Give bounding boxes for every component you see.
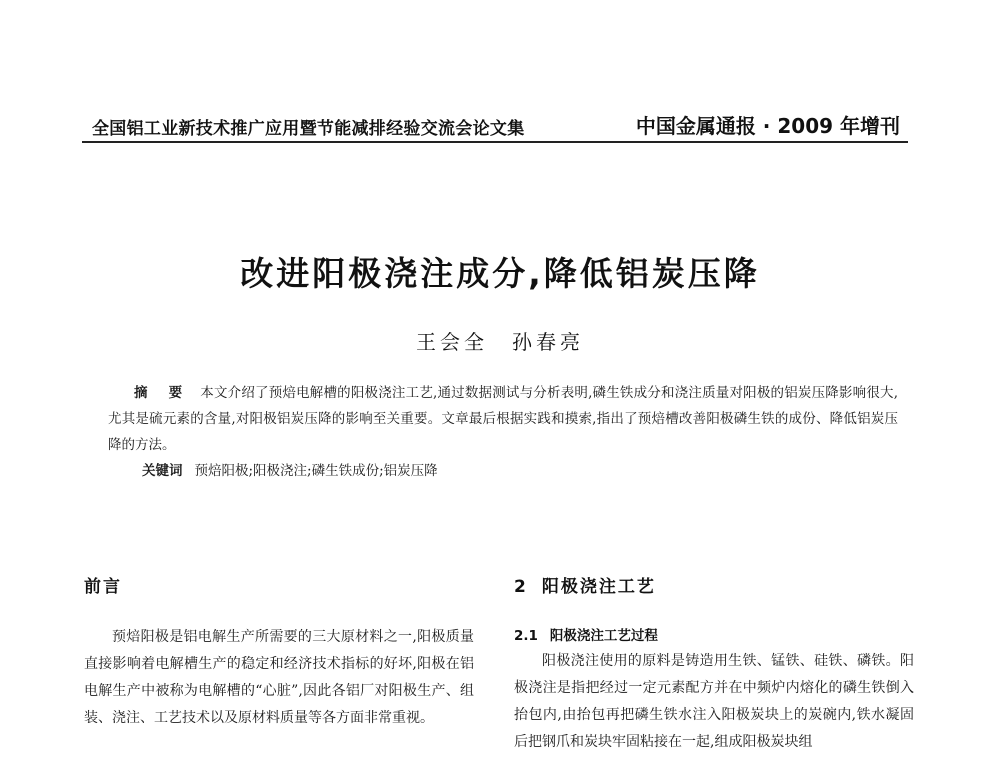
preface-paragraph: 预焙阳极是铝电解生产所需要的三大原材料之一,阳极质量直接影响着电解槽生产的稳定和经济技术指标的好坏,阳极在铝电解生产中被称为电解槽的“心脏”,因此各铝厂对阳极生产、组装、浇注、工艺技术以及原材料质量等各方面非常重视。 — [84, 629, 474, 726]
abstract — [108, 380, 898, 458]
proceedings-title: 全国铝工业新技术推广应用暨节能减排经验交流会论文集 — [92, 119, 525, 139]
paper-title: 改进阳极浇注成分,降低铝炭压降 — [240, 254, 760, 293]
abstract-block — [108, 380, 898, 484]
abstract-label: 摘 要 — [134, 385, 191, 401]
right-column — [514, 572, 914, 756]
left-column — [84, 572, 474, 732]
section-title: 阳极浇注工艺 — [541, 577, 656, 597]
subsection-heading-2-1 — [514, 624, 914, 644]
subsection-title: 阳极浇注工艺过程 — [549, 628, 658, 644]
section-heading-preface: 前言 — [84, 577, 122, 597]
journal-issue: 中国金属通报 · 2009 年增刊 — [635, 114, 900, 138]
section-2-1-paragraph: 阳极浇注使用的原料是铸造用生铁、锰铁、硅铁、磷铁。阳极浇注是指把经过一定元素配方并在中频炉内熔化的磷生铁倒入抬包内,由抬包再把磷生铁水注入阳极炭块上的炭碗内,铁水凝固后把钢爪和炭块牢固粘接在一起,组成阳极炭块组 — [514, 653, 914, 750]
keywords — [108, 458, 898, 484]
section-number: 2 — [514, 577, 528, 597]
authors: 王会全 孙春亮 — [416, 330, 584, 354]
keywords-label: 关键词 — [142, 463, 183, 479]
keywords-text: 预焙阳极;阳极浇注;磷生铁成份;铝炭压降 — [194, 463, 438, 479]
running-header — [82, 108, 908, 138]
abstract-text: 本文介绍了预焙电解槽的阳极浇注工艺,通过数据测试与分析表明,磷生铁成分和浇注质量对阳极的铝炭压降影响很大,尤其是硫元素的含量,对阳极铝炭压降的影响至关重要。文章最后根据实践和摸索,指出了预焙槽改善阳极磷生铁的成份、降低铝炭压降的方法。 — [108, 385, 899, 453]
header-rule — [82, 141, 908, 143]
section-heading-2 — [514, 572, 914, 606]
subsection-number: 2.1 — [514, 628, 538, 644]
